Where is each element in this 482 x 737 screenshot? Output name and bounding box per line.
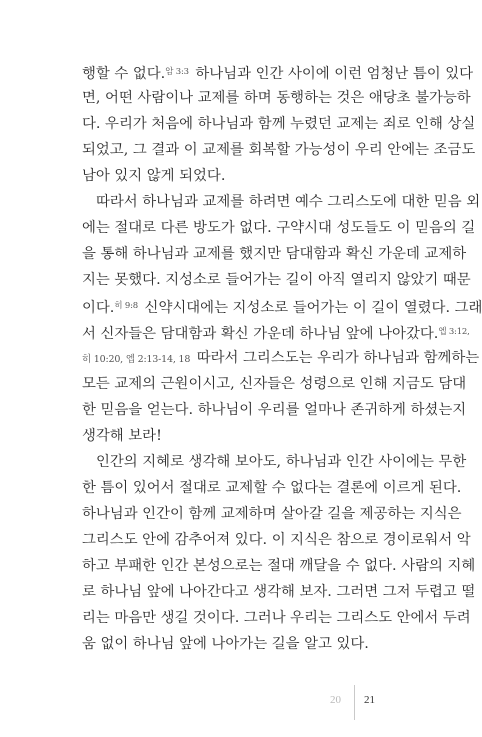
text-line-7: 에는 절대로 다른 방도가 없다. 구약시대 성도들도 이 믿음의 길 [82, 220, 476, 236]
text-line-20: 하고 부패한 인간 본성으로는 절대 깨달을 수 없다. 사람의 지혜 [82, 558, 476, 574]
scripture-reference: 암 3:3 [165, 67, 189, 77]
text-line-14: 한 믿음을 얻는다. 하나님이 우리를 얼마나 존귀하게 하셨는지 [82, 402, 467, 418]
scripture-reference: 히 9:8 [114, 301, 138, 311]
text-line-12: 히 10:20, 엡 2:13-14, 18 따라서 그리스도는 우리가 하나님과 함께하는 [82, 350, 480, 366]
text-line-1: 행할 수 없다.$^{암 3:3}$ 하나님과 인간 사이에 이런 엄청난 틈이 있다 [82, 66, 474, 82]
text-line-15: 생각해 보라! [82, 428, 162, 444]
text-line-16: 인간의 지혜로 생각해 보아도, 하나님과 인간 사이에는 무한 [96, 454, 467, 470]
text-line-6: 따라서 하나님과 교제를 하려면 예수 그리스도에 대한 믿음 외 [96, 194, 481, 210]
text-line-9: 지는 못했다. 지성소로 들어가는 길이 아직 열리지 않았기 때문 [82, 272, 471, 288]
text-line-22: 리는 마음만 생길 것이다. 그러나 우리는 그리스도 안에서 두려 [82, 610, 471, 626]
text-line-18: 하나님과 인간이 함께 교제하며 살아갈 길을 제공하는 지식은 [82, 506, 462, 522]
text-line-23: 움 없이 하나님 앞에 나아가는 길을 알고 있다. [82, 636, 369, 652]
text-line-4: 되었고, 그 결과 이 교제를 회복할 가능성이 우리 안에는 조금도 [82, 142, 476, 158]
text-line-3: 다. 우리가 처음에 하나님과 함께 누렸던 교제는 죄로 인해 상실 [82, 116, 476, 132]
text-line-10: 이다.$^{히 9:8}$ 신약시대에는 지성소로 들어가는 이 길이 열렸다. 그래 [82, 300, 482, 316]
text-line-13: 모든 교제의 근원이시고, 신자들은 성령으로 인해 지금도 담대 [82, 376, 467, 392]
scripture-reference: 히 10:20, 엡 2:13-14, 18 [82, 354, 191, 365]
page-divider [354, 685, 355, 720]
page-footer [0, 663, 470, 713]
page-number-left: 20 [330, 694, 341, 706]
text-line-17: 한 틈이 있어서 절대로 교제할 수 없다는 결론에 이르게 된다. [82, 480, 462, 496]
page-number-right: 21 [364, 694, 375, 706]
text-line-5: 남아 있지 않게 되었다. [82, 168, 226, 184]
scripture-reference: 엡 3:12, [438, 327, 470, 337]
text-line-21: 로 하나님 앞에 나아간다고 생각해 보자. 그러면 그저 두렵고 떨 [82, 584, 476, 600]
text-line-8: 을 통해 하나님과 교제를 했지만 담대함과 확신 가운데 교제하 [82, 246, 467, 262]
text-line-2: 면, 어떤 사람이나 교제를 하며 동행하는 것은 애당초 불가능하 [82, 90, 471, 106]
text-line-19: 그리스도 안에 감추어져 있다. 이 지식은 참으로 경이로워서 악 [82, 532, 471, 548]
text-line-11: 서 신자들은 담대함과 확신 가운데 하나님 앞에 나아갔다.$^{엡 3:12,}$ [82, 326, 470, 342]
